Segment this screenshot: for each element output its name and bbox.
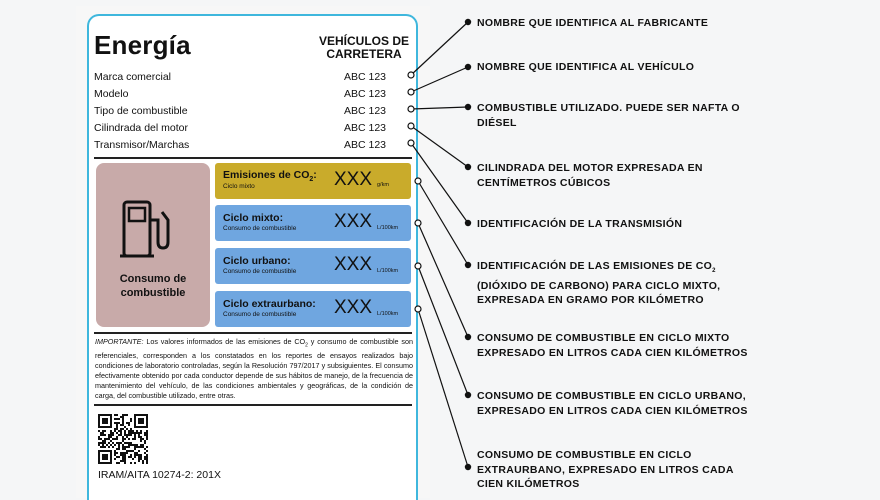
co2-bar-subtitle: Ciclo mixto: [223, 183, 255, 190]
annotation-extraurban-cycle: CONSUMO DE COMBUSTIBLE EN CICLO EXTRAURBANO, EXPRESADO EN LITROS CADA CIEN KILÓMETROS: [477, 449, 734, 490]
label-anchor-dot-2: [408, 106, 414, 112]
extraurban-bar-value: XXX: [334, 297, 373, 318]
label-anchor-dot-0: [408, 72, 414, 78]
connector-line-1: [411, 67, 468, 92]
vehicle-type: VEHÍCULOS DE CARRETERA: [318, 34, 409, 61]
label-title: Energía: [94, 30, 191, 60]
annotation-dot-2: [465, 104, 471, 110]
connector-line-3: [411, 126, 468, 167]
connector-line-6: [418, 223, 468, 337]
row-value-transmission: ABC 123: [344, 139, 387, 151]
annotation-vehicle: NOMBRE QUE IDENTIFICA AL VEHÍCULO: [477, 61, 695, 73]
row-label-displacement: Cilindrada del motor: [94, 122, 188, 134]
urban-bar-title: Ciclo urbano:: [223, 255, 291, 267]
co2-bar-value: XXX: [334, 169, 373, 190]
label-anchor-dot-3: [408, 123, 414, 129]
label-anchor-dot-7: [415, 263, 421, 269]
annotation-dot-6: [465, 334, 471, 340]
row-value-displacement: ABC 123: [344, 122, 387, 134]
extraurban-bar-unit: L/100km: [377, 311, 399, 317]
mixed-bar-unit: L/100km: [377, 225, 399, 231]
extraurban-bar-title: Ciclo extraurbano:: [223, 298, 316, 310]
annotation-manufacturer: NOMBRE QUE IDENTIFICA AL FABRICANTE: [477, 17, 709, 29]
co2-bar-unit: g/km: [377, 182, 389, 188]
standard-reference: IRAM/AITA 10274-2: 201X: [98, 469, 221, 481]
annotation-urban-cycle: CONSUMO DE COMBUSTIBLE EN CICLO URBANO, EXPRESADO EN LITROS CADA CIEN KILÓMETROS: [477, 390, 748, 417]
mixed-bar-value: XXX: [334, 211, 373, 232]
fuel-consumption-label: Consumo de combustible: [119, 273, 187, 299]
extraurban-bar-subtitle: Consumo de combustible: [223, 311, 297, 318]
annotation-dot-4: [465, 220, 471, 226]
connector-line-2: [411, 107, 468, 109]
row-label-transmission: Transmisor/Marchas: [94, 139, 190, 151]
label-anchor-dot-4: [408, 140, 414, 146]
connector-line-7: [418, 266, 468, 395]
annotation-displacement: CILINDRADA DEL MOTOR EXPRESADA EN CENTÍMETROS CÚBICOS: [477, 162, 703, 189]
label-anchor-dot-1: [408, 89, 414, 95]
mixed-bar-subtitle: Consumo de combustible: [223, 225, 297, 232]
mixed-bar-title: Ciclo mixto:: [223, 212, 284, 224]
label-anchor-dot-8: [415, 306, 421, 312]
row-value-brand: ABC 123: [344, 71, 387, 83]
connector-line-5: [418, 181, 468, 265]
annotation-mixed-cycle: CONSUMO DE COMBUSTIBLE EN CICLO MIXTO EXPRESADO EN LITROS CADA CIEN KILÓMETROS: [477, 332, 748, 359]
row-label-brand: Marca comercial: [94, 71, 172, 83]
annotation-fuel-type: COMBUSTIBLE UTILIZADO. PUEDE SER NAFTA O DIÉSEL: [477, 102, 740, 129]
annotation-dot-3: [465, 164, 471, 170]
connector-line-8: [418, 309, 468, 467]
row-label-model: Modelo: [94, 88, 129, 100]
urban-bar-subtitle: Consumo de combustible: [223, 268, 297, 275]
connector-line-0: [411, 22, 468, 75]
annotation-dot-1: [465, 64, 471, 70]
annotation-dot-0: [465, 19, 471, 25]
label-anchor-dot-5: [415, 178, 421, 184]
urban-bar-value: XXX: [334, 254, 373, 275]
annotation-dot-8: [465, 464, 471, 470]
label-anchor-dot-6: [415, 220, 421, 226]
annotation-transmission: IDENTIFICACIÓN DE LA TRANSMISIÓN: [477, 218, 683, 230]
row-value-fuel-type: ABC 123: [344, 105, 387, 117]
important-disclaimer: IMPORTANTE: Los valores informados de las emisiones de $CO_2$ y consumo de combustible son referenciales, corresponden a los constatados en los reportes de ensayos realizados bajo condiciones de laboratorio controladas, según la Resolución 797/2017 y subsiguientes. El consumo efectivamente obtenido por cada conductor depende de sus hábitos de manejo, de la frecuencia de mantenimiento del vehículo, de las condiciones ambientales y geográficas, de la condición de carga, del combustible utilizado, entre otras.: [95, 337, 414, 401]
annotation-dot-5: [465, 262, 471, 268]
annotation-dot-7: [465, 392, 471, 398]
co2-bar-title: Emisiones de $CO_2$:: [223, 169, 317, 184]
row-value-model: ABC 123: [344, 88, 387, 100]
row-label-fuel-type: Tipo de combustible: [94, 105, 188, 117]
annotation-co2: IDENTIFICACIÓN DE LAS EMISIONES DE $CO_2$ (DIÓXIDO DE CARBONO) PARA CICLO MIXTO, EXPRESADA EN GRAMO POR KILÓMETRO: [477, 260, 721, 307]
urban-bar-unit: L/100km: [377, 268, 399, 274]
